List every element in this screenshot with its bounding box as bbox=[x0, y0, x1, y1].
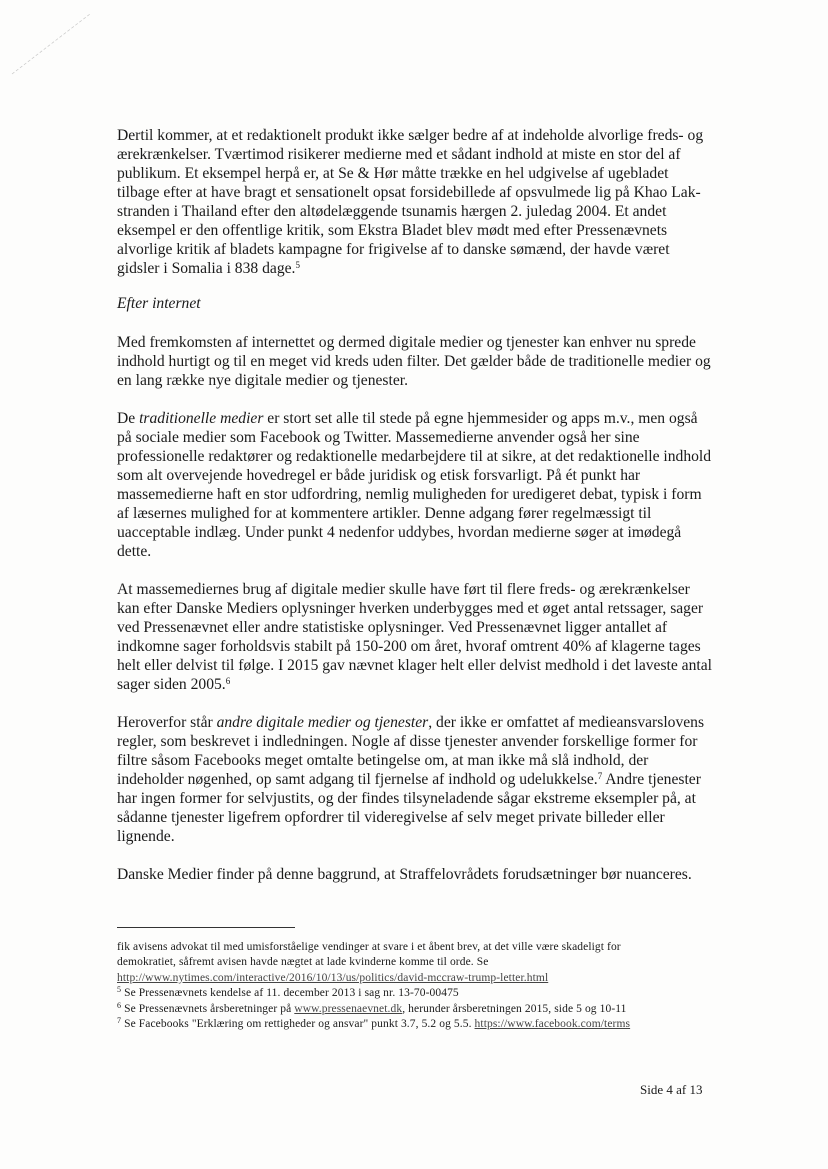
footnote-6 bbox=[117, 1002, 717, 1017]
footnote-5 bbox=[117, 986, 717, 1001]
footnote-ref-5: 5 bbox=[295, 260, 300, 270]
paragraph-4 bbox=[117, 580, 713, 694]
paragraph-5-emphasis: andre digitale medier og tjenester bbox=[216, 714, 429, 731]
paragraph-5-rest: Andre tjenester har ingen former for selvjustits, og der findes tilsyneladende sågar ekstreme eksempler på, at sådanne tjenester ligefrem opfordrer til videregivelse af selv meget private billeder eller lignende. bbox=[117, 771, 701, 845]
footnote-5-text: Se Pressenævnets kendelse af 11. december 2013 i sag nr. 13-70-00475 bbox=[121, 987, 459, 1000]
paragraph-3-emphasis: traditionelle medier bbox=[139, 410, 264, 427]
footnotes bbox=[117, 940, 717, 1032]
facebook-terms-link[interactable]: https://www.facebook.com/terms bbox=[474, 1018, 631, 1031]
body-text bbox=[117, 126, 713, 903]
footnote-continued-line-1: fik avisens advokat til med umisforståelige vendinger at svare i et åbent brev, at det ville være skadeligt for bbox=[117, 941, 621, 953]
footnote-6-number: 6 bbox=[117, 1000, 122, 1010]
paragraph-5-middle: , der ikke er omfattet af medieansvarslovens regler, som beskrevet i indledningen. Nogle af disse tjenester anvender forskellige former for filtre såsom Facebooks meget omtalte betingelse om, at man ikke må slå indhold, der indeholder nøgenhed, op samt adgang til fjernelse af indhold og udelukkelse. bbox=[117, 714, 705, 788]
paragraph-6: Danske Medier finder på denne baggrund, at Straffelovrådets forudsætninger bør nuanceres. bbox=[117, 866, 692, 883]
scan-mark bbox=[4, 8, 94, 78]
section-heading: Efter internet bbox=[117, 295, 201, 312]
paragraph-3-lead: De bbox=[117, 410, 140, 427]
paragraph-2: Med fremkomsten af internettet og dermed digitale medier og tjenester kan enhver nu sprede indhold hurtigt og til en meget vid kreds uden filter. Det gælder både de traditionelle medier og en lang række nye digitale medier og tjenester. bbox=[117, 334, 711, 389]
nytimes-link[interactable]: http://www.nytimes.com/interactive/2016/10/13/us/politics/david-mccraw-trump-letter.html bbox=[117, 971, 549, 984]
paragraph-3-rest: er stort set alle til stede på egne hjemmesider og apps m.v., men også på sociale medier som Facebook og Twitter. Massemedierne anvender også her sine professionelle redaktører og redaktionelle medarbejdere til at sikre, at det redaktionelle indhold som alt overvejende hovedregel er både juridisk og etisk forsvarligt. På ét punkt har massemedierne haft en stor udfordring, nemlig muligheden for uredigeret debat, typisk i form af læsernes mulighed for at kommentere artikler. Denne adgang fører regelmæssigt til uacceptable indlæg. Under punkt 4 nedenfor uddybes, hvordan medierne søger at imødegå dette. bbox=[117, 410, 712, 560]
footnote-6-text-a: Se Pressenævnets årsberetninger på bbox=[121, 1002, 295, 1015]
footnote-7-number: 7 bbox=[117, 1016, 122, 1026]
footnote-5-number: 5 bbox=[117, 985, 122, 995]
footnote-ref-7: 7 bbox=[597, 771, 603, 781]
footnote-7 bbox=[117, 1017, 717, 1032]
footnote-continued-line-3 bbox=[117, 971, 717, 986]
paragraph-1-text: Dertil kommer, at et redaktionelt produkt ikke sælger bedre af at indeholde alvorlige freds- og ærekrænkelser. Tværtimod risikerer medierne med et sådant indhold at miste en stor del af publikum. Et eksempel herpå er, at Se & Hør måtte trække en hel udgivelse af ugebladet tilbage efter at have bragt et sensationelt opsat forsidebillede af opsvulmede lig på Khao Lak-stranden i Thailand efter den altødelæggende tsunamis hærgen 2. juledag 2004. Et andet eksempel er den offentlige kritik, som Ekstra Bladet blev mødt med efter Pressenævnets alvorlige kritik af bladets kampagne for frigivelse af to danske sømænd, der havde været gidsler i Somalia i 838 dage. bbox=[117, 127, 704, 277]
paragraph-3 bbox=[117, 409, 713, 561]
footnote-divider bbox=[117, 927, 295, 928]
pressenaevnet-link[interactable]: www.pressenaevnet.dk bbox=[294, 1002, 403, 1015]
footnote-6-text-b: , herunder årsberetningen 2015, side 5 og 10-11 bbox=[402, 1002, 627, 1015]
footnote-7-text: Se Facebooks "Erklæring om rettigheder og ansvar" punkt 3.7, 5.2 og 5.5. bbox=[121, 1018, 475, 1031]
footnote-continued-line-2: demokratiet, såfremt avisen havde nægtet at lade kvinderne komme til orde. Se bbox=[117, 956, 489, 969]
paragraph-5-lead: Heroverfor står bbox=[117, 714, 217, 731]
page-number: Side 4 af 13 bbox=[640, 1082, 703, 1097]
paragraph-5 bbox=[117, 713, 713, 846]
paragraph-4-text: At massemediernes brug af digitale medier skulle have ført til flere freds- og ærekrænkelser kan efter Danske Mediers oplysninger hverken underbygges med et øget antal retssager, sager ved Pressenævnet eller andre statistiske oplysninger. Ved Pressenævnet ligger antallet af indkomne sager forholdsvis stabilt på 150-200 om året, hvoraf omtrent 40% af klagerne tages helt eller delvist til følge. I 2015 gav nævnet klager helt eller delvist medhold i det laveste antal sager siden 2005. bbox=[117, 581, 712, 693]
paragraph-1 bbox=[117, 126, 713, 278]
footnote-ref-6: 6 bbox=[225, 676, 231, 686]
